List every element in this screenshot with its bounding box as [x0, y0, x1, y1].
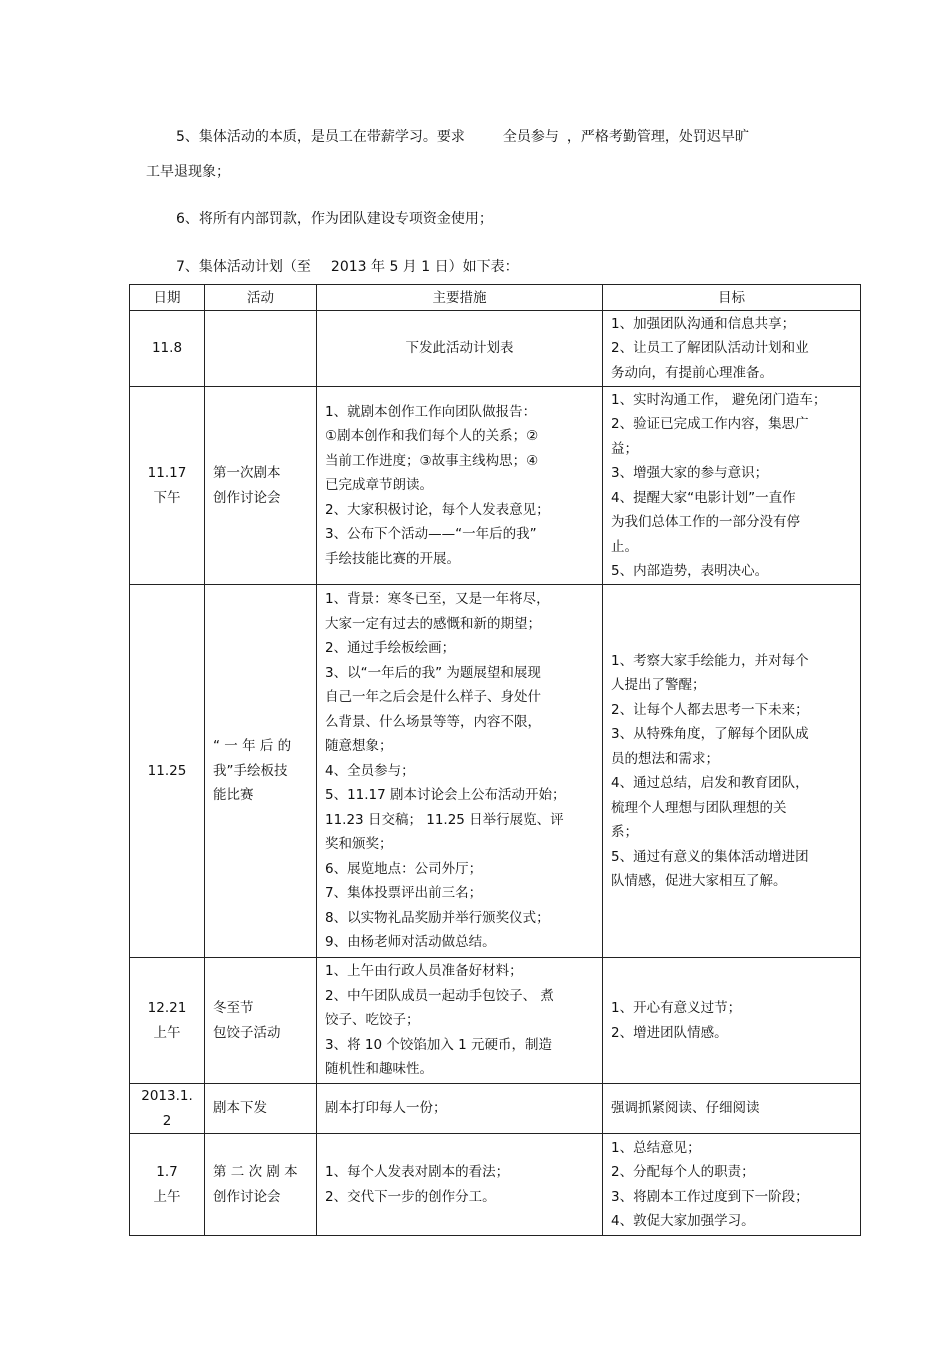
goals-cell	[603, 958, 861, 1084]
measures-cell	[317, 958, 603, 1084]
cell-line: 2、增进团队情感。	[611, 1024, 728, 1041]
cell-line: 冬至节	[213, 1000, 254, 1016]
date-cell	[130, 311, 205, 387]
cell-line: 4、通过总结，启发和教育团队，	[611, 775, 809, 791]
cell-line: 强调抓紧阅读、仔细阅读	[611, 1100, 760, 1117]
goals-cell	[603, 585, 861, 958]
date-cell	[130, 958, 205, 1084]
cell-line: 包饺子活动	[213, 1024, 281, 1041]
cell-line: 12.21	[147, 1000, 187, 1016]
cell-line: 随机性和趣味性。	[325, 1061, 433, 1078]
cell-line: 11.8	[151, 340, 183, 357]
table-row	[130, 1134, 861, 1236]
cell-line: 2、中午团队成员一起动手包饺子、 煮	[325, 987, 554, 1004]
date-cell	[130, 1134, 205, 1236]
cell-line: 创作讨论会	[213, 1188, 281, 1205]
cell-line: 系；	[611, 824, 638, 840]
measures-cell	[317, 387, 603, 585]
cell-line: 9、由杨老师对活动做总结。	[325, 934, 496, 951]
cell-line: 剧本下发	[213, 1100, 267, 1117]
cell-line: 1、每个人发表对剧本的看法；	[325, 1164, 510, 1180]
cell-line: 员的想法和需求；	[611, 750, 719, 767]
cell-line: 11.17	[147, 465, 187, 481]
cell-line: 队情感，促进大家相互了解。	[611, 873, 787, 889]
cell-line: 止。	[611, 538, 638, 555]
cell-line: 4、提醒大家“电影计划”一直作	[611, 489, 796, 506]
paragraph-5-text-c: ，严格考勤管理，处罚迟早旷	[566, 129, 749, 145]
cell-line: 8、以实物礼品奖励并举行颁奖仪式；	[325, 909, 550, 926]
cell-line: 下发此活动计划表	[405, 340, 514, 357]
paragraph-5-text-a: 5、集体活动的本质，是员工在带薪学习。要求	[176, 129, 465, 145]
cell-line: 么背景、什么场景等等，内容不限，	[325, 713, 541, 730]
table-row	[130, 387, 861, 585]
activity-plan-table	[129, 284, 861, 1236]
activity-cell	[205, 387, 317, 585]
paragraph-6: 6、将所有内部罚款，作为团队建设专项资金使用；	[176, 211, 493, 227]
cell-line: 1、就剧本创作工作向团队做报告：	[325, 403, 537, 420]
date-cell	[130, 1084, 205, 1134]
cell-line: 2、交代下一步的创作分工。	[325, 1188, 496, 1205]
cell-line: 能比赛	[213, 787, 254, 804]
goals-cell	[603, 1084, 861, 1134]
cell-line: 5、11.17 剧本讨论会上公布活动开始；	[325, 787, 566, 804]
paragraph-5-continuation: 工早退现象；	[146, 164, 230, 180]
activity-cell	[205, 1134, 317, 1236]
table-row	[130, 958, 861, 1084]
cell-line: 4、全员参与；	[325, 762, 415, 779]
table-row	[130, 585, 861, 958]
activity-cell	[205, 311, 317, 387]
cell-line: 务动向，有提前心理准备。	[611, 364, 773, 381]
cell-line: 2、通过手绘板绘画；	[325, 640, 456, 657]
activity-cell	[205, 958, 317, 1084]
goals-cell	[603, 1134, 861, 1236]
cell-line: 奖和颁奖；	[325, 836, 393, 853]
header-measures: 主要措施	[317, 285, 603, 311]
paragraph-7-text-a: 7、集体活动计划（至	[176, 259, 311, 275]
table-row	[130, 311, 861, 387]
paragraph-5	[176, 127, 749, 147]
cell-line: 益；	[611, 440, 638, 457]
cell-line: 1、背景：寒冬已至，又是一年将尽，	[325, 591, 550, 608]
cell-line: 当前工作进度；③故事主线构思；④	[325, 452, 539, 469]
cell-line: 2、验证已完成工作内容，集思广	[611, 416, 809, 432]
cell-line: 2、大家积极讨论，每个人发表意见；	[325, 501, 550, 518]
paragraph-5-text-b: 全员参与	[502, 129, 559, 145]
cell-line: “ 一 年 后 的	[213, 738, 292, 755]
cell-line: 4、敦促大家加强学习。	[611, 1213, 755, 1229]
cell-line: 下午	[153, 489, 181, 506]
cell-line: 1、总结意见；	[611, 1139, 701, 1156]
cell-line: 7、集体投票评出前三名；	[325, 885, 483, 902]
cell-line: 2、让员工了解团队活动计划和业	[611, 340, 809, 357]
goals-cell	[603, 311, 861, 387]
cell-line: 1、考察大家手绘能力，并对每个	[611, 652, 809, 669]
paragraph-7	[176, 257, 519, 277]
cell-line: 1、开心有意义过节；	[611, 1000, 742, 1016]
cell-line: 第一次剧本	[213, 465, 281, 481]
cell-line: 梳理个人理想与团队理想的关	[611, 799, 787, 816]
cell-line: 2、让每个人都去思考一下未来；	[611, 701, 809, 718]
header-date: 日期	[130, 285, 205, 311]
cell-line: 1、加强团队沟通和信息共享；	[611, 315, 796, 332]
paragraph-7-text-b: 2013 年 5 月 1 日）如下表：	[330, 259, 519, 275]
cell-line: 5、内部造势，表明决心。	[611, 563, 769, 579]
cell-line: 3、以“一年后的我” 为题展望和展现	[325, 664, 541, 681]
cell-line: 上午	[153, 1188, 181, 1205]
measures-cell	[317, 1084, 603, 1134]
cell-line: 自己一年之后会是什么样子、身处什	[325, 689, 541, 706]
cell-line: 创作讨论会	[213, 489, 281, 506]
measures-cell	[317, 1134, 603, 1236]
cell-line: 3、公布下个活动——“一年后的我”	[325, 526, 537, 543]
cell-line: 2013.1.2	[141, 1088, 193, 1129]
date-cell	[130, 387, 205, 585]
activity-cell	[205, 1084, 317, 1134]
cell-line: 6、展览地点：公司外厅；	[325, 860, 483, 877]
cell-line: 我”手绘板技	[213, 762, 288, 779]
goals-cell	[603, 387, 861, 585]
cell-line: 大家一定有过去的感慨和新的期望；	[325, 615, 541, 632]
cell-line: 手绘技能比赛的开展。	[325, 550, 460, 567]
cell-line: 3、增强大家的参与意识；	[611, 465, 769, 481]
date-cell	[130, 585, 205, 958]
cell-line: 11.23 日交稿； 11.25 日举行展览、评	[325, 811, 564, 828]
cell-line: 随意想象；	[325, 738, 393, 755]
table-header-row	[130, 285, 861, 311]
cell-line: 1.7	[156, 1164, 178, 1180]
cell-line: 3、从特殊角度，了解每个团队成	[611, 726, 809, 742]
measures-cell	[317, 311, 603, 387]
cell-line: 人提出了警醒；	[611, 677, 706, 693]
cell-line: 5、通过有意义的集体活动增进团	[611, 848, 809, 865]
cell-line: 2、分配每个人的职责；	[611, 1164, 755, 1180]
cell-line: 1、上午由行政人员准备好材料；	[325, 963, 523, 980]
header-activity: 活动	[205, 285, 317, 311]
table-row	[130, 1084, 861, 1134]
header-goals: 目标	[603, 285, 861, 311]
cell-line: 11.25	[147, 762, 187, 779]
cell-line: 为我们总体工作的一部分没有停	[611, 514, 800, 530]
cell-line: 3、将剧本工作过度到下一阶段；	[611, 1188, 809, 1205]
cell-line: 已完成章节朗读。	[325, 477, 433, 494]
cell-line: 3、将 10 个饺馅加入 1 元硬币，制造	[325, 1036, 553, 1053]
cell-line: ①剧本创作和我们每个人的关系；②	[325, 428, 539, 445]
table-body	[130, 311, 861, 1236]
measures-cell	[317, 585, 603, 958]
cell-line: 第 二 次 剧 本	[213, 1164, 298, 1180]
cell-line: 1、实时沟通工作， 避免闭门造车；	[611, 391, 827, 408]
cell-line: 上午	[153, 1024, 181, 1041]
cell-line: 剧本打印每人一份；	[325, 1100, 447, 1117]
activity-cell	[205, 585, 317, 958]
cell-line: 饺子、吃饺子；	[325, 1012, 420, 1029]
